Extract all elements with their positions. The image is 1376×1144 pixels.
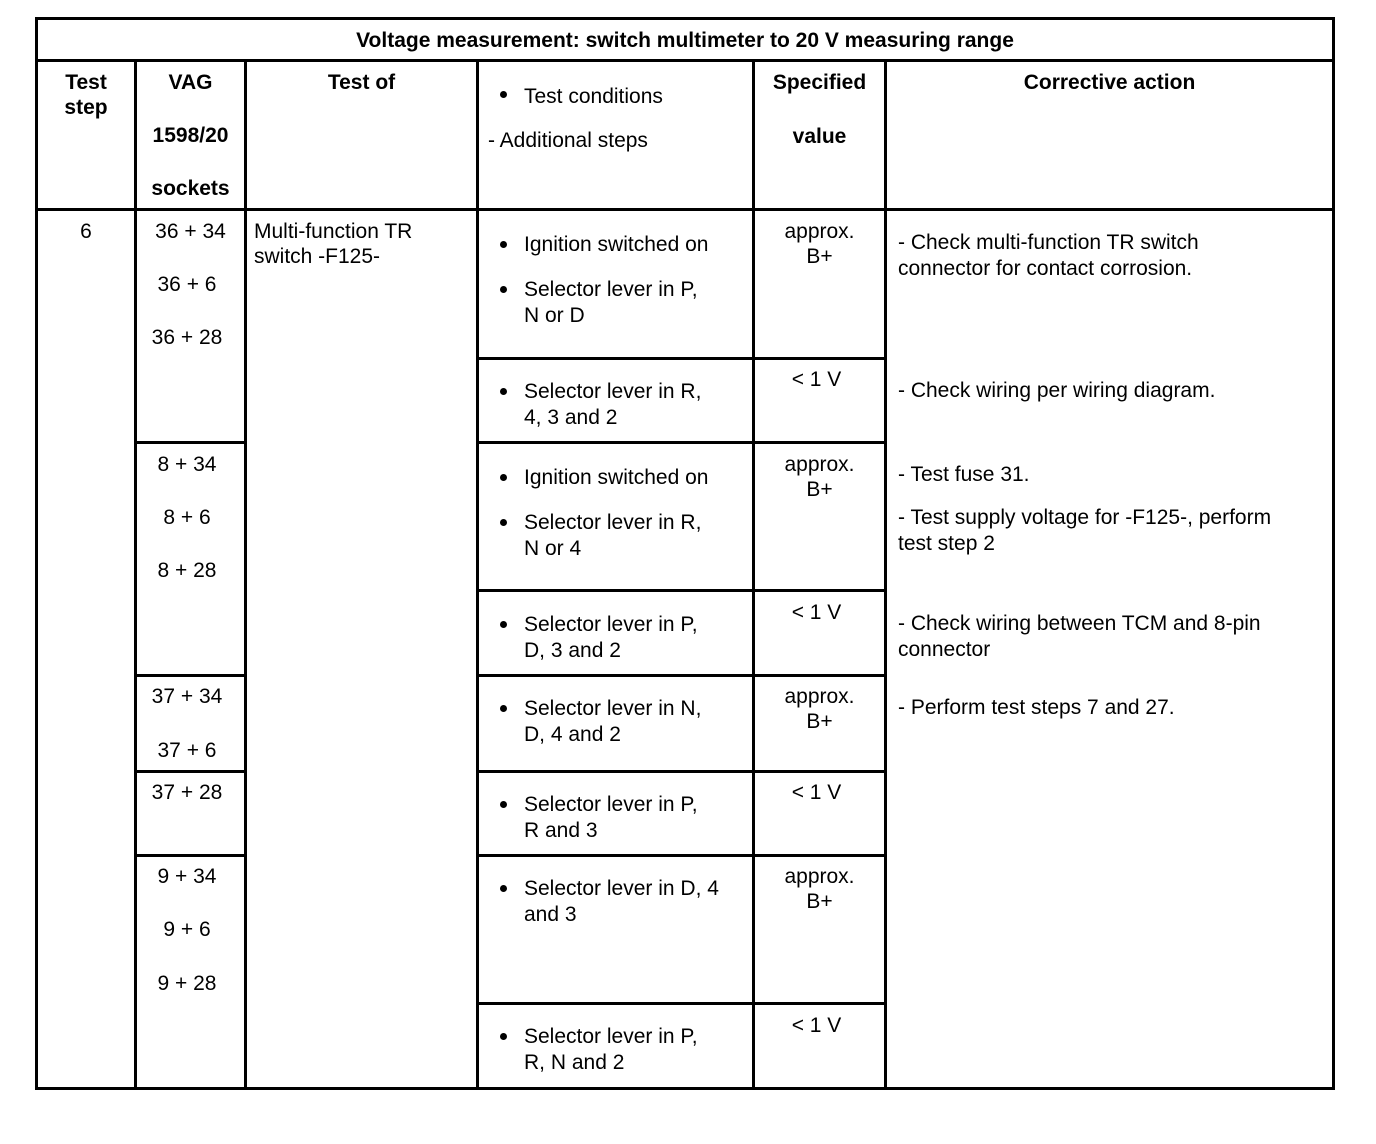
bullet-r4 — [500, 621, 507, 628]
value-r8: < 1 V — [791, 1014, 842, 1037]
condition-r2-selector: Selector lever in R, 4, 3 and 2 — [524, 380, 702, 429]
header-additional-steps: - Additional steps — [488, 129, 648, 152]
col-divider-5 — [884, 59, 887, 1090]
header-specified: Specified — [772, 71, 867, 94]
row-divider-6 — [476, 854, 887, 857]
bullet-r8 — [500, 1033, 507, 1040]
col-divider-3 — [476, 59, 479, 1090]
action-test-fuse: - Test fuse 31. — [898, 463, 1030, 486]
socket-9-34: 9 + 34 — [157, 865, 217, 888]
socket-8-28: 8 + 28 — [157, 559, 217, 582]
action-check-wiring-tcm: - Check wiring between TCM and 8-pin connector — [898, 612, 1261, 661]
row-divider-7 — [476, 1002, 887, 1005]
header-vag-line1: VAG — [168, 71, 213, 94]
condition-r5-selector: Selector lever in N, D, 4 and 2 — [524, 697, 702, 746]
col-divider-4 — [752, 59, 755, 1090]
value-r4: < 1 V — [791, 601, 842, 624]
socket-37-6: 37 + 6 — [157, 739, 217, 762]
condition-r1-selector: Selector lever in P, N or D — [524, 278, 698, 327]
action-check-connector: - Check multi-function TR switch connector for contact corrosion. — [898, 231, 1199, 280]
condition-r6-selector: Selector lever in P, R and 3 — [524, 793, 698, 842]
test-of-component: Multi-function TR switch -F125- — [254, 220, 413, 268]
header-test-of: Test of — [327, 71, 396, 94]
value-r5: approx. B+ — [784, 685, 855, 733]
socket-36-6: 36 + 6 — [157, 273, 217, 296]
sockets-divider-2 — [134, 674, 247, 677]
row-divider-1 — [476, 357, 887, 360]
value-r3: approx. B+ — [784, 453, 855, 501]
row-divider-4 — [476, 674, 887, 677]
value-r2: < 1 V — [791, 368, 842, 391]
title-divider — [35, 59, 1335, 62]
bullet-r2 — [500, 388, 507, 395]
row-divider-3 — [476, 589, 887, 592]
socket-37-28: 37 + 28 — [151, 781, 223, 804]
header-value: value — [792, 125, 847, 148]
value-r1: approx. B+ — [784, 220, 855, 268]
value-r6: < 1 V — [791, 781, 842, 804]
socket-36-34: 36 + 34 — [155, 220, 226, 243]
bullet-r1a — [500, 241, 507, 248]
socket-8-6: 8 + 6 — [163, 506, 211, 529]
bullet-r7 — [500, 885, 507, 892]
value-r7: approx. B+ — [784, 865, 855, 913]
header-vag-line2: 1598/20 — [152, 124, 229, 147]
bullet-r3b — [500, 519, 507, 526]
header-divider — [35, 208, 1335, 211]
socket-37-34: 37 + 34 — [151, 685, 223, 708]
header-bullet — [500, 91, 507, 98]
bullet-r5 — [500, 705, 507, 712]
socket-36-28: 36 + 28 — [151, 326, 223, 349]
header-test-step: Test step — [64, 71, 108, 119]
header-corrective-action: Corrective action — [1023, 71, 1196, 94]
condition-r3-selector: Selector lever in R, N or 4 — [524, 511, 702, 560]
action-perform-steps: - Perform test steps 7 and 27. — [898, 696, 1175, 719]
action-test-supply-voltage: - Test supply voltage for -F125-, perform test step 2 — [898, 506, 1272, 555]
condition-r3-ignition: Ignition switched on — [524, 466, 709, 489]
condition-r1-ignition: Ignition switched on — [524, 233, 709, 256]
col-divider-2 — [244, 59, 247, 1090]
table-title: Voltage measurement: switch multimeter to 20 V measuring range — [356, 29, 1014, 52]
bullet-r3a — [500, 474, 507, 481]
condition-r8-selector: Selector lever in P, R, N and 2 — [524, 1025, 698, 1074]
bullet-r1b — [500, 286, 507, 293]
socket-8-34: 8 + 34 — [157, 453, 217, 476]
action-check-wiring-diagram: - Check wiring per wiring diagram. — [898, 379, 1216, 402]
test-step-number: 6 — [80, 220, 92, 243]
row-divider-2 — [476, 441, 887, 444]
condition-r7-selector: Selector lever in D, 4 and 3 — [524, 877, 719, 926]
sockets-divider-1 — [134, 441, 247, 444]
bullet-r6 — [500, 801, 507, 808]
header-vag-line3: sockets — [151, 177, 230, 200]
row-divider-5 — [476, 770, 887, 773]
sockets-divider-4 — [134, 854, 247, 857]
socket-9-6: 9 + 6 — [163, 918, 211, 941]
socket-9-28: 9 + 28 — [157, 972, 217, 995]
sockets-divider-3 — [134, 770, 247, 773]
condition-r4-selector: Selector lever in P, D, 3 and 2 — [524, 613, 698, 662]
header-test-conditions: Test conditions — [524, 85, 663, 108]
